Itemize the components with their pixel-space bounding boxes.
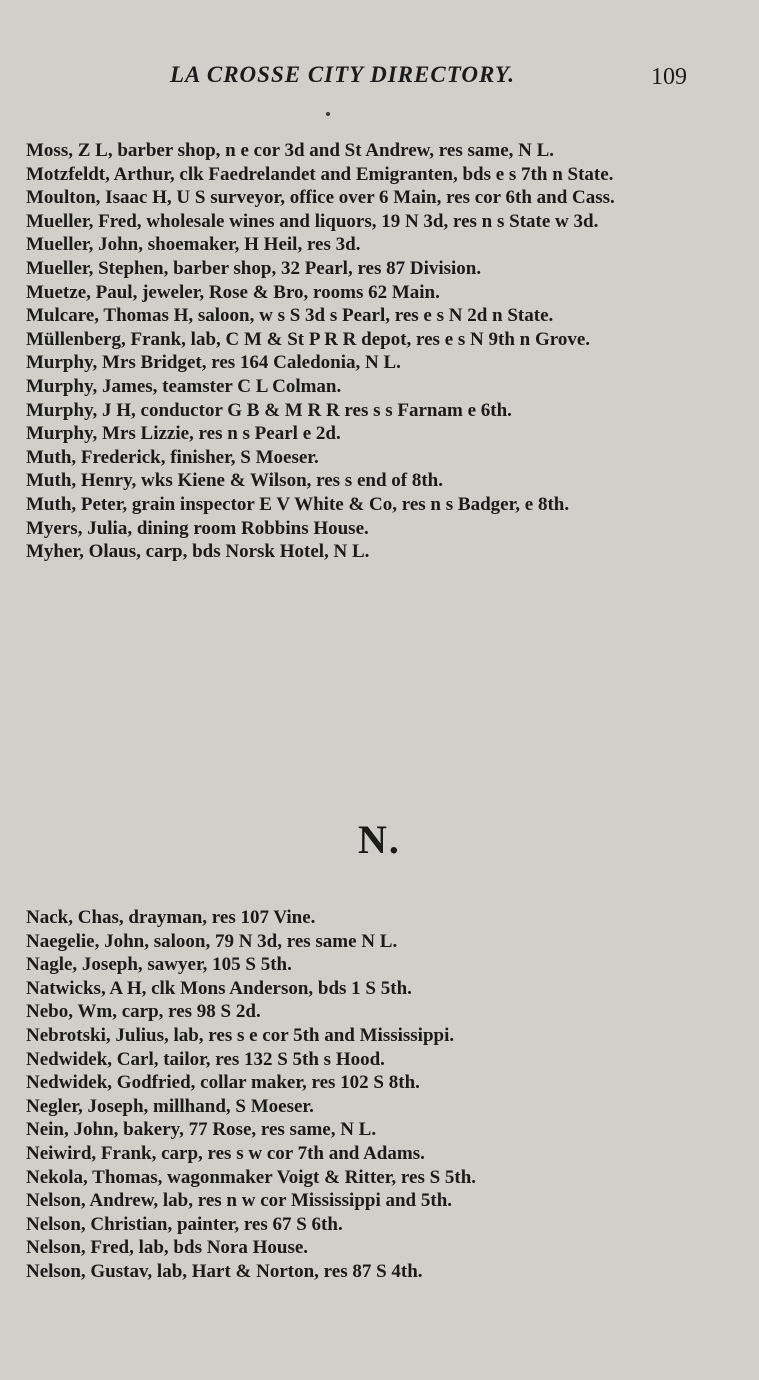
directory-entry: Natwicks, A H, clk Mons Anderson, bds 1 S 5th.	[26, 977, 412, 999]
section-heading: N.	[358, 817, 401, 862]
directory-entry: Müllenberg, Frank, lab, C M & St P R R depot, res e s N 9th n Grove.	[26, 328, 591, 350]
directory-entry: Murphy, James, teamster C L Colman.	[26, 375, 342, 397]
directory-entry: Neiwird, Frank, carp, res s w cor 7th and Adams.	[26, 1142, 425, 1164]
directory-entry: Nelson, Fred, lab, bds Nora House.	[26, 1237, 309, 1259]
directory-entry: Muth, Henry, wks Kiene & Wilson, res s end of 8th.	[26, 470, 443, 492]
m-entries-list	[0, 139, 759, 564]
directory-entry: Nelson, Gustav, lab, Hart & Norton, res 87 S 4th.	[26, 1260, 423, 1282]
directory-entry: Murphy, Mrs Bridget, res 164 Caledonia, N L.	[26, 352, 401, 374]
directory-entry: Nebo, Wm, carp, res 98 S 2d.	[26, 1001, 261, 1023]
directory-entry: Muetze, Paul, jeweler, Rose & Bro, rooms 62 Main.	[26, 281, 440, 303]
ornament-dot	[326, 112, 330, 116]
directory-entry: Nedwidek, Carl, tailor, res 132 S 5th s Hood.	[26, 1048, 385, 1070]
directory-entry: Muth, Frederick, finisher, S Moeser.	[26, 446, 319, 468]
page-number: 109	[651, 64, 687, 90]
directory-entry: Mulcare, Thomas H, saloon, w s S 3d s Pearl, res e s N 2d n State.	[26, 305, 554, 327]
directory-entry: Myers, Julia, dining room Robbins House.	[26, 517, 369, 539]
directory-entry: Mueller, John, shoemaker, H Heil, res 3d.	[26, 234, 361, 256]
directory-entry: Moulton, Isaac H, U S surveyor, office over 6 Main, res cor 6th and Cass.	[26, 187, 615, 209]
directory-entry: Naegelie, John, saloon, 79 N 3d, res same N L.	[26, 930, 398, 952]
directory-entry: Nein, John, bakery, 77 Rose, res same, N L.	[26, 1119, 377, 1141]
directory-entry: Mueller, Stephen, barber shop, 32 Pearl, res 87 Division.	[26, 257, 482, 279]
directory-entry: Muth, Peter, grain inspector E V White & Co, res n s Badger, e 8th.	[26, 493, 570, 515]
page-header	[0, 62, 759, 94]
directory-entry: Nack, Chas, drayman, res 107 Vine.	[26, 907, 316, 928]
directory-entry: Moss, Z L, barber shop, n e cor 3d and St Andrew, res same, N L.	[26, 140, 555, 161]
directory-entry: Motzfeldt, Arthur, clk Faedrelandet and Emigranten, bds e s 7th n State.	[26, 163, 614, 185]
directory-entry: Negler, Joseph, millhand, S Moeser.	[26, 1095, 314, 1117]
directory-entry: Nedwidek, Godfried, collar maker, res 102 S 8th.	[26, 1072, 420, 1094]
directory-entry: Nebrotski, Julius, lab, res s e cor 5th and Mississippi.	[26, 1024, 455, 1046]
directory-entry: Nagle, Joseph, sawyer, 105 S 5th.	[26, 954, 292, 976]
directory-entry: Myher, Olaus, carp, bds Norsk Hotel, N L.	[26, 541, 370, 563]
n-entries-list	[0, 906, 759, 1284]
directory-entry: Nekola, Thomas, wagonmaker Voigt & Ritter, res S 5th.	[26, 1166, 477, 1188]
directory-entry: Nelson, Andrew, lab, res n w cor Mississippi and 5th.	[26, 1190, 453, 1212]
running-title: LA CROSSE CITY DIRECTORY.	[170, 62, 515, 87]
directory-entry: Mueller, Fred, wholesale wines and liquors, 19 N 3d, res n s State w 3d.	[26, 210, 599, 232]
directory-entry: Murphy, Mrs Lizzie, res n s Pearl e 2d.	[26, 423, 341, 445]
directory-entry: Murphy, J H, conductor G B & M R R res s s Farnam e 6th.	[26, 399, 512, 421]
directory-entry: Nelson, Christian, painter, res 67 S 6th.	[26, 1213, 343, 1235]
